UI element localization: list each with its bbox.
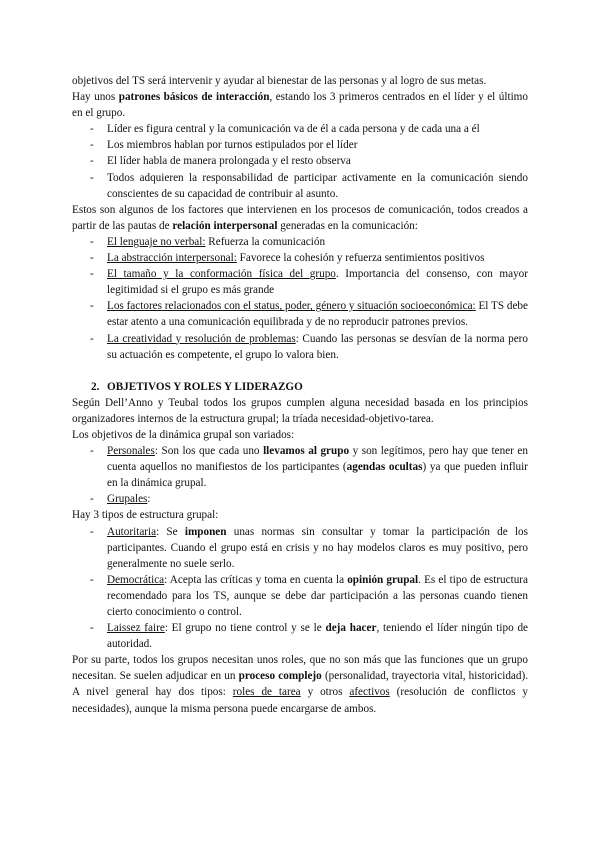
interaction-patterns-list (72, 121, 528, 201)
section-number: 2. (91, 380, 100, 393)
underlined-term: El tamaño y la conformación física del grupo (107, 268, 336, 281)
list-item: - Laissez faire: El grupo no tiene control y se le deja hacer, teniendo el líder ningún tipo de autoridad. (72, 620, 528, 652)
list-item: - Democrática: Acepta las críticas y toma en cuenta la opinión grupal. Es el tipo de estructura recomendado para los TS, aunque se debe dar participación a las personas cuando tienen cierto conocimiento o control. (72, 572, 528, 620)
list-item: - Líder es figura central y la comunicación va de él a cada persona y de cada una a él (72, 121, 528, 137)
underlined-term: Grupales (107, 493, 148, 506)
intro-paragraph-1: objetivos del TS será intervenir y ayudar al bienestar de las personas y al logro de sus metas. (72, 75, 487, 87)
bold-term: patrones básicos de interacción (118, 91, 270, 104)
underlined-term: Democrática (107, 573, 165, 586)
underlined-term: Personales (107, 445, 155, 458)
communication-factors-list (72, 234, 528, 363)
list-item: - Todos adquieren la responsabilidad de participar activamente en la comunicación siendo conscientes de su capacidad de contribuir al asunto. (72, 170, 528, 202)
list-item: - El líder habla de manera prolongada y el resto observa (72, 153, 528, 169)
underlined-term: Laissez faire (107, 622, 165, 635)
group-structures-list (72, 524, 528, 653)
underlined-term: El lenguaje no verbal: (107, 235, 206, 248)
list-item: - La abstracción interpersonal: Favorece la cohesión y refuerza sentimientos positivos (72, 250, 528, 266)
section-2-paragraph-1: Según Dell’Anno y Teubal todos los grupos cumplen alguna necesidad basada en los principios organizadores internos de la estructura grupal; la tríada necesidad-objetivo-tarea. (72, 396, 528, 425)
objectives-list (72, 443, 528, 507)
section-2-paragraph-2: Los objetivos de la dinámica grupal son variados: (72, 428, 295, 441)
document-page (72, 73, 528, 717)
list-item: - La creatividad y resolución de problemas: Cuando las personas se desvían de la norma pero su actuación es competente, el grupo lo valora bien. (72, 331, 528, 363)
section-2-paragraph-3: Hay 3 tipos de estructura grupal: (72, 509, 219, 522)
list-item: - El tamaño y la conformación física del grupo. Importancia del consenso, con mayor legitimidad si el grupo es más grande (72, 266, 528, 298)
underlined-term: La creatividad y resolución de problemas (107, 332, 296, 345)
bold-term: relación interpersonal (172, 219, 278, 232)
section-2-heading (72, 379, 528, 395)
underlined-term: afectivos (349, 686, 390, 699)
list-item: - Los miembros hablan por turnos estipulados por el líder (72, 137, 528, 153)
list-item: - Autoritaria: Se imponen unas normas sin consultar y tomar la participación de los participantes. Cuando el grupo está en crisis y no hay modelos claros es muy positivo, pero generalmente no suele serlo. (72, 524, 528, 572)
underlined-term: La abstracción interpersonal: (107, 252, 237, 265)
factors-intro-paragraph: Estos son algunos de los factores que intervienen en los procesos de comunicación, todos creados a partir de las pautas de relación interpersonal generadas en la comunicación: (72, 203, 528, 232)
list-item: - Los factores relacionados con el status, poder, género y situación socioeconómica: El TS debe estar atento a una comunicación equilibrada y de no reproducir patrones previos. (72, 298, 528, 330)
section-2-paragraph-4: Por su parte, todos los grupos necesitan unos roles, que no son más que las funciones que un grupo necesitan. Se suelen adjudicar en un proceso complejo (personalidad, trayectoria vital, historicidad). A nivel general hay dos tipos: roles de tarea y otros afectivos (resolución de conflictos y necesidades), aunque la misma persona puede encargarse de ambos. (72, 654, 529, 715)
underlined-term: roles de tarea (232, 686, 301, 699)
section-title: OBJETIVOS Y ROLES Y LIDERAZGO (107, 380, 303, 393)
list-item: - El lenguaje no verbal: Refuerza la comunicación (72, 234, 528, 250)
underlined-term: Autoritaria (107, 525, 157, 538)
underlined-term: Los factores relacionados con el status, poder, género y situación socioeconómica: (107, 300, 476, 313)
intro-paragraph-2: Hay unos patrones básicos de interacción, estando los 3 primeros centrados en el líder y el último en el grupo. (72, 91, 528, 120)
list-item: - Grupales: (72, 491, 528, 507)
list-item: - Personales: Son los que cada uno llevamos al grupo y son legítimos, pero hay que tener en cuenta aquellos no manifiestos de los participantes (agendas ocultas) ya que pueden influir en la dinámica grupal. (72, 443, 528, 491)
